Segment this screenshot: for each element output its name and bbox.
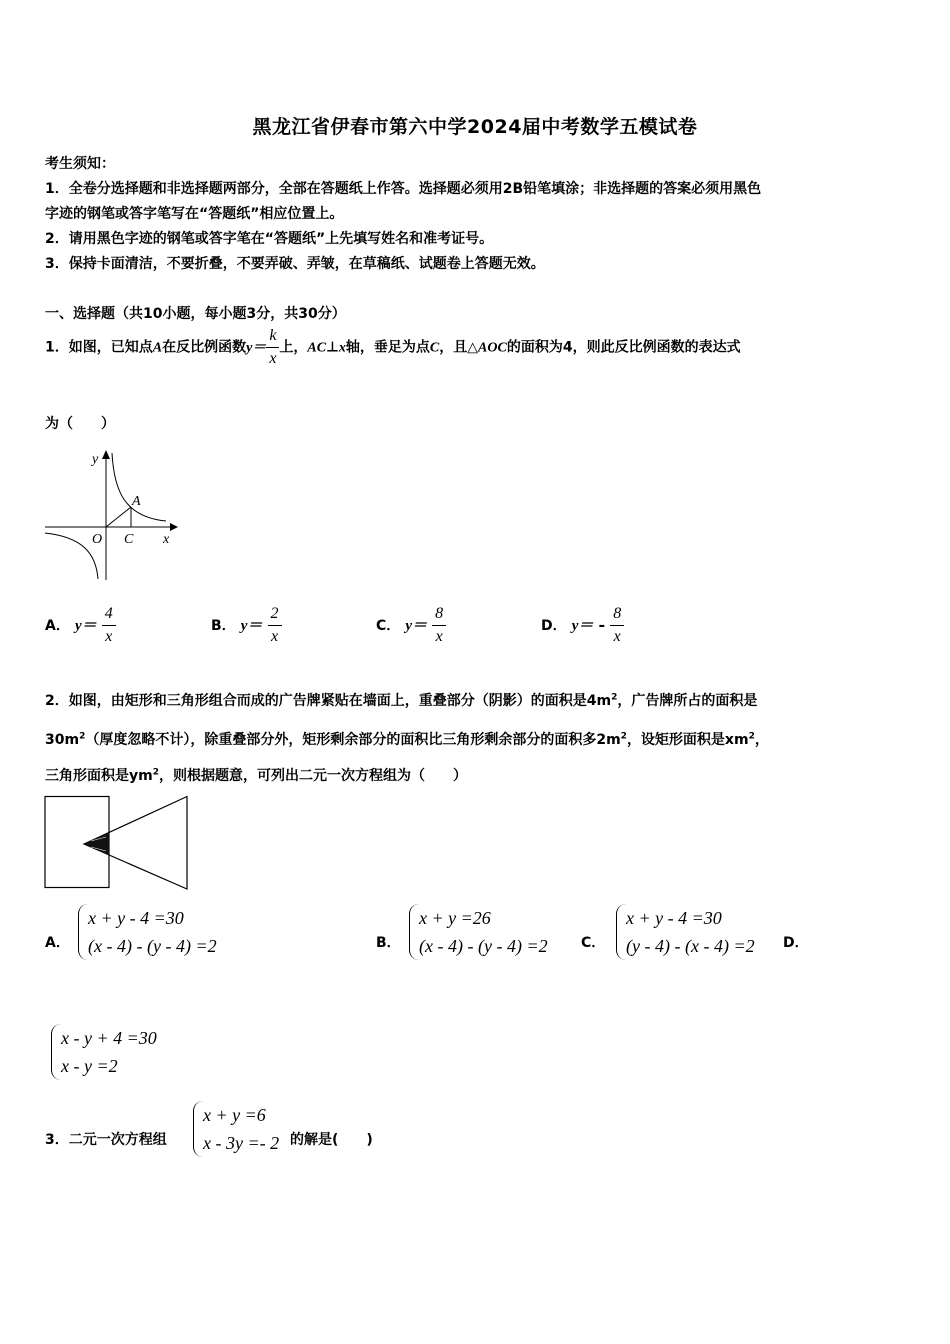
option-c[interactable]: C． y＝ $\frac{8}{x}$ [376, 606, 446, 645]
question-3-stem-pre: 3．二元一次方程组 [45, 1132, 167, 1148]
x-axis-arrow [170, 523, 178, 531]
billboard-figure [44, 795, 190, 891]
notice-item-1-cont: 字迹的钢笔或答字笔写在“答题纸”相应位置上。 [45, 206, 344, 222]
overlap-shaded-region [84, 833, 109, 856]
equation-system: x + y - 4 =30 (y - 4) - (x - 4) =2 [616, 904, 755, 960]
notice-item-2: 2．请用黑色字迹的钢笔或答字笔在“答题纸”上先填写姓名和准考证号。 [45, 231, 494, 247]
y-axis-arrow [102, 450, 110, 459]
option-d[interactable]: D． y＝ - $\frac{8}{x}$ [541, 606, 624, 645]
equation-system: x - y + 4 =30 x - y =2 [51, 1024, 157, 1080]
label-y: y [92, 452, 99, 467]
page-title: 黑龙江省伊春市第六中学2024届中考数学五模试卷 [252, 116, 698, 138]
label-x: x [163, 532, 170, 547]
hyperbola-figure [42, 445, 182, 585]
label-a: A [132, 494, 141, 509]
question-1-stem: 1．如图，已知点A在反比例函数y＝ $\frac{k}{x}$ 上，AC⊥x轴，垂足为点C，且△AOC的面积为4，则此反比例函数的表达式 [45, 327, 741, 367]
notice-heading: 考生须知： [45, 156, 115, 172]
label-origin: O [92, 532, 103, 547]
option-b[interactable]: B． y＝ $\frac{2}{x}$ [211, 606, 282, 645]
k-over-x-fraction: $\frac{k}{x}$ [266, 328, 279, 367]
question-1-options [45, 606, 905, 654]
question-2-stem: 2．如图，由矩形和三角形组合而成的广告牌紧贴在墙面上，重叠部分（阴影）的面积是$4m^2$，广告牌所占的面积是 [45, 692, 758, 709]
hyperbola-branch-1 [112, 453, 166, 521]
equation-system: x + y =26 (x - 4) - (y - 4) =2 [409, 904, 548, 960]
notice-item-3: 3．保持卡面清洁，不要折叠，不要弄破、弄皱，在草稿纸、试题卷上答题无效。 [45, 256, 545, 272]
segment-oa [106, 507, 131, 527]
section-heading: 一、选择题（共10小题，每小题3分，共30分） [45, 306, 346, 322]
notice-item-1: 1．全卷分选择题和非选择题两部分，全部在答题纸上作答。选择题必须用2B铅笔填涂；非选择题的答案必须用黑色 [45, 181, 762, 197]
option-a[interactable]: A． y＝ $\frac{4}{x}$ [45, 606, 116, 645]
question-2-stem-cont: $30m^2$（厚度忽略不计），除重叠部分外，矩形剩余部分的面积比三角形剩余部分的面积多$2m^2$，设矩形面积是$xm^2$， [45, 731, 769, 748]
hyperbola-branch-2 [45, 533, 98, 579]
equation-system: x + y - 4 =30 (x - 4) - (y - 4) =2 [78, 904, 217, 960]
question-3-stem-post: 的解是( ) [290, 1132, 373, 1148]
question-1-stem-cont: 为（ ） [45, 416, 115, 432]
label-c: C [124, 532, 134, 547]
equation-system: x + y =6 x - 3y =- 2 [193, 1101, 279, 1157]
question-2-stem-end: 三角形面积是$ym^2$，则根据题意，可列出二元一次方程组为（ ） [45, 767, 467, 784]
